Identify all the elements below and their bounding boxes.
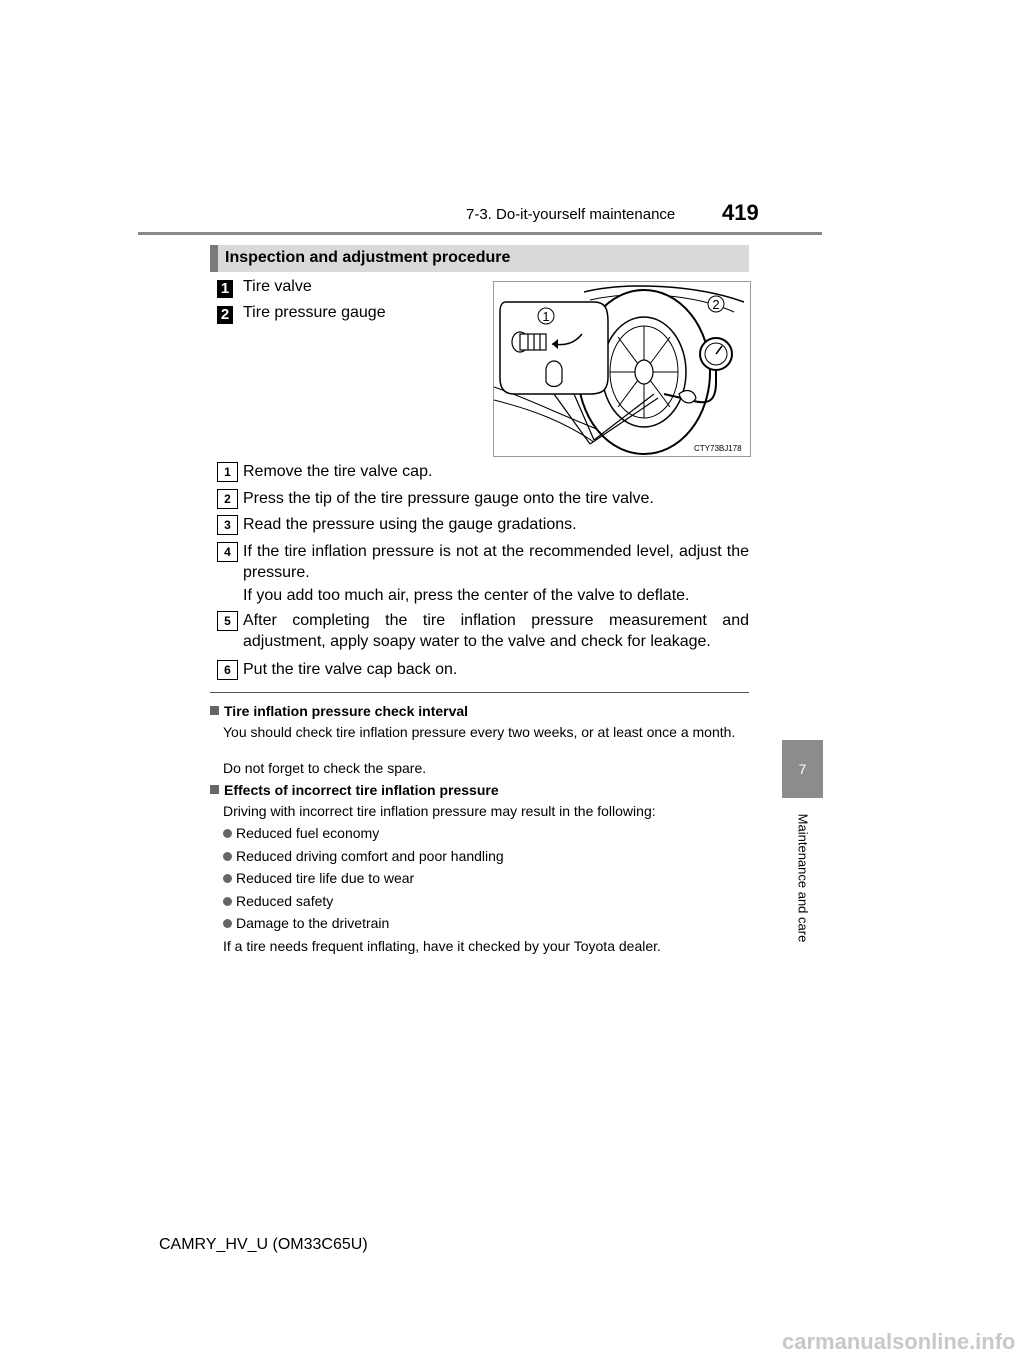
note-heading-effects-text: Effects of incorrect tire inflation pressure bbox=[224, 782, 499, 798]
step-badge-4: 4 bbox=[217, 542, 238, 562]
step-badge-1: 1 bbox=[217, 462, 238, 482]
section-title: Inspection and adjustment procedure bbox=[225, 249, 511, 266]
page-number: 419 bbox=[722, 200, 759, 225]
step-text-6: Put the tire valve cap back on. bbox=[243, 661, 458, 678]
bullet-item: Damage to the drivetrain bbox=[223, 915, 389, 931]
note-text-effects-closing: If a tire needs frequent inflating, have it checked by your Toyota dealer. bbox=[223, 938, 661, 954]
callout-label-1: Tire valve bbox=[243, 278, 312, 295]
chapter-label bbox=[782, 800, 823, 955]
bullet-icon bbox=[223, 874, 232, 883]
tire-pressure-illustration bbox=[493, 281, 751, 457]
step-text-4: If the tire inflation pressure is not at the recommended level, adjust the pressure. bbox=[243, 543, 749, 581]
note-heading-interval-text: Tire inflation pressure check interval bbox=[224, 703, 469, 719]
bullet-item: Reduced safety bbox=[223, 893, 333, 909]
header-divider bbox=[138, 232, 822, 235]
note-text-interval: You should check tire inflation pressure every two weeks, or at least once a month. bbox=[223, 724, 736, 740]
step-text-2: Press the tip of the tire pressure gauge onto the tire valve. bbox=[243, 490, 654, 507]
watermark: carmanualsonline.info bbox=[782, 1329, 1016, 1354]
bullet-item: Reduced tire life due to wear bbox=[223, 870, 414, 886]
step-badge-5: 5 bbox=[217, 611, 238, 631]
step-text-4-extra: If you add too much air, press the center of the valve to deflate. bbox=[243, 587, 690, 604]
note-square-icon bbox=[210, 706, 219, 715]
chapter-label-text: Maintenance and care bbox=[795, 813, 810, 942]
bullet-icon bbox=[223, 919, 232, 928]
section-title-bar bbox=[210, 245, 749, 272]
notes-divider bbox=[210, 692, 749, 693]
note-text-interval-spare: Do not forget to check the spare. bbox=[223, 760, 427, 776]
bullet-icon bbox=[223, 852, 232, 861]
note-text-effects-intro: Driving with incorrect tire inflation pressure may result in the following: bbox=[223, 803, 656, 819]
illus-marker-2: 2 bbox=[712, 297, 720, 312]
tire-valve-gauge-drawing bbox=[494, 282, 750, 456]
step-badge-2: 2 bbox=[217, 489, 238, 509]
step-text-1: Remove the tire valve cap. bbox=[243, 463, 433, 480]
callout-badge-1: 1 bbox=[217, 280, 233, 298]
chapter-tab[interactable]: 7 bbox=[782, 740, 823, 798]
callout-badge-2: 2 bbox=[217, 306, 233, 324]
section-marker bbox=[210, 245, 218, 272]
section-header: 7-3. Do-it-yourself maintenance bbox=[466, 206, 676, 223]
note-heading-interval bbox=[210, 703, 468, 719]
step-badge-3: 3 bbox=[217, 515, 238, 535]
note-square-icon bbox=[210, 785, 219, 794]
bullet-icon bbox=[223, 829, 232, 838]
callout-label-2: Tire pressure gauge bbox=[243, 304, 386, 321]
step-text-5: After completing the tire inflation pressure measurement and adjustment, apply soapy water to the valve and check for leakage. bbox=[243, 612, 749, 650]
bullet-item: Reduced driving comfort and poor handling bbox=[223, 848, 504, 864]
step-text-3: Read the pressure using the gauge gradations. bbox=[243, 516, 577, 533]
bullet-icon bbox=[223, 897, 232, 906]
illus-marker-1: 1 bbox=[542, 309, 550, 324]
bullet-item: Reduced fuel economy bbox=[223, 825, 379, 841]
step-badge-6: 6 bbox=[217, 660, 238, 680]
note-heading-effects bbox=[210, 782, 499, 798]
illustration-code: CTY73BJ178 bbox=[694, 444, 742, 453]
footer-model: CAMRY_HV_U (OM33C65U) bbox=[159, 1236, 368, 1253]
